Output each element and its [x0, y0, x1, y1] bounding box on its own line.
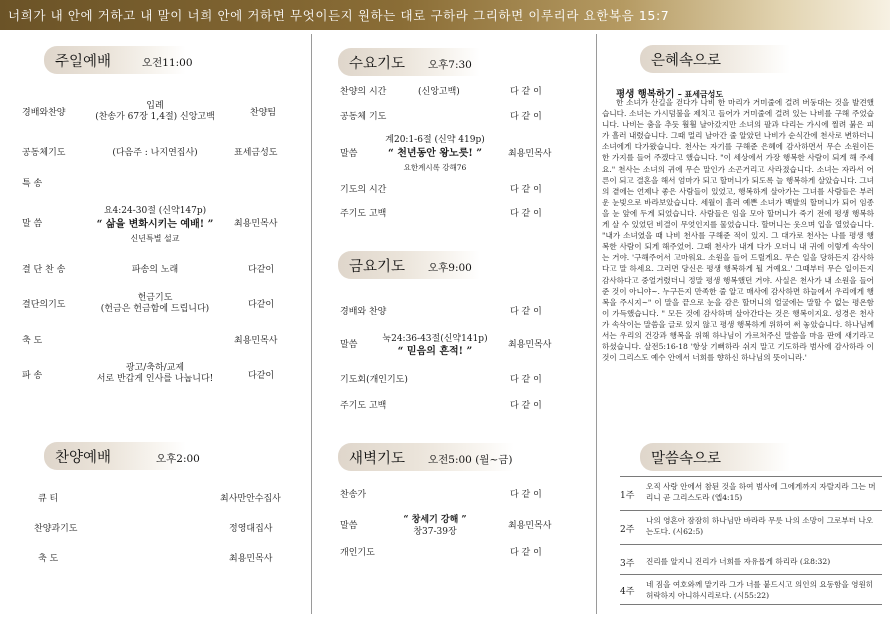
sermon-title: “ 믿음의 흔적! ”	[397, 346, 473, 357]
order-leader: 다 같 이	[510, 307, 542, 317]
order-label: 찬송가	[340, 490, 367, 500]
order-label: 축 도	[38, 554, 59, 564]
section-title: 은혜속으로	[651, 53, 722, 69]
order-label: 찬양과기도	[34, 524, 78, 534]
order-detail: 서로 반갑게 인사를 나눕니다!	[96, 374, 214, 384]
order-detail: 파송의 노래	[131, 265, 179, 275]
order-label: 파 송	[22, 371, 43, 381]
order-label: 경배와찬양	[22, 108, 66, 118]
order-leader: 다 같 이	[510, 375, 542, 385]
order-leader: 최용민목사	[508, 521, 552, 531]
order-label: 주기도 고백	[340, 209, 387, 219]
order-leader: 다 같 이	[510, 548, 542, 558]
section-time: 오전11:00	[142, 57, 193, 69]
order-detail: (찬송가 67장 1,4절) 신앙고백	[95, 112, 215, 122]
order-leader: 찬양팀	[250, 108, 277, 118]
order-detail: 광고/축하/교제	[125, 363, 185, 373]
order-label: 기도회(개인기도)	[340, 375, 408, 385]
order-detail: (신앙고백)	[418, 87, 460, 97]
section-time: 오전5:00 (월~금)	[428, 454, 513, 466]
order-leader: 최용민목사	[508, 149, 552, 159]
wednesday-prayer-header	[338, 48, 480, 76]
column-divider-right	[596, 34, 597, 614]
order-label: 말 씀	[22, 219, 43, 229]
verse-table-bottom-rule	[620, 604, 882, 605]
order-label: 주기도 고백	[340, 401, 387, 411]
verse-text: 네 짐을 여호와께 맡기라 그가 너를 붙드시고 의인의 요동함을 영원히 허락하지 아니하시리로다. (시55:22)	[646, 580, 874, 600]
order-leader: 다 같 이	[510, 490, 542, 500]
sermon-title: “ 창세기 강해 ”	[403, 515, 467, 525]
order-leader: 다 같 이	[510, 112, 542, 122]
order-detail: (헌금은 헌금함에 드립니다)	[100, 304, 210, 314]
section-time: 오후7:30	[428, 59, 472, 71]
order-label: 말씀	[340, 340, 358, 350]
order-label: 결 단 찬 송	[22, 265, 66, 275]
order-label: 공동체 기도	[340, 112, 387, 122]
order-leader: 최용민목사	[234, 336, 278, 346]
order-leader: 다 같 이	[510, 185, 542, 195]
weekly-verse	[620, 544, 882, 578]
order-leader: 최용민목사	[508, 340, 552, 350]
header-banner	[0, 0, 890, 30]
verse-text: 진리를 알지니 진리가 너희를 자유롭게 하리라 (요8:32)	[646, 557, 831, 566]
praise-service-header	[44, 442, 200, 470]
verse-week: 2주	[620, 525, 635, 535]
order-leader: 정영대집사	[229, 524, 273, 534]
banner-verse: 너희가 내 안에 거하고 내 말이 너희 안에 거하면 무엇이든지 원하는 대로 구하라 그리하면 이루리라 요한복음 15:7	[8, 8, 670, 23]
verse-text: 나의 영혼아 잠잠히 하나님만 바라라 무릇 나의 소망이 그로부터 나오는도다. (시62:5)	[646, 516, 874, 536]
order-leader: 다같이	[248, 265, 275, 275]
order-leader: 최사만안수집사	[220, 494, 281, 504]
order-label: 말씀	[340, 149, 358, 159]
order-leader: 다 같 이	[510, 401, 542, 411]
weekly-verse	[620, 476, 882, 510]
order-label: 경배와 찬양	[340, 307, 387, 317]
order-leader: 다같이	[248, 371, 275, 381]
section-title: 주일예배	[55, 54, 112, 70]
sermon-reference: 눅24:36-43절(신약141p)	[382, 334, 488, 344]
order-leader: 다같이	[248, 300, 275, 310]
order-leader: 최용민목사	[234, 219, 278, 229]
section-title: 말씀속으로	[651, 451, 722, 467]
sermon-reference: 창37-39장	[413, 527, 457, 537]
sermon-reference: 계20:1-6절 (신약 419p)	[385, 135, 485, 145]
verse-text: 오직 사랑 안에서 참된 것을 하여 범사에 그에게까지 자랄지라 그는 머리니 곧 그리스도라 (엡4:15)	[646, 482, 876, 502]
verse-week: 3주	[620, 559, 635, 569]
order-label: 찬양의 시간	[340, 87, 387, 97]
order-label: 개인기도	[340, 548, 375, 558]
section-time: 오후2:00	[156, 453, 200, 465]
essay-text: 한 소녀가 산길을 걷다가 나비 한 마리가 거미줄에 걸려 버둥대는 것을 발견했습니다. 소녀는 가시덤불을 제치고 들어가 거미줄에 걸려 있는 나비를 구해 주었습니다. 나비는 춤을 추듯 훨훨 날아갔지만 소녀의 팔과 다리는 가시에 찔려 붉은 피가 흘러 내렸습니다. 그때 멀리 날아간 줄 알았던 나비가 순식간에 천사로 변하더니 소녀에게 다가왔습니다. 천사는 자기를 구해준 은혜에 감사하면서 무슨 소원이든 한 가지를 들어 주겠다고 했습니다. "이 세상에서 가장 행복한 사람이 되게 해 주세요." 천사는 소녀의 귀에 무슨 말인가 소곤거리고 사라졌습니다. 소녀는 자라서 어른이 되고 결혼을 해서 엄마가 되고 할머니가 되도록 늘 행복하게 살았습니다. 그녀의 곁에는 언제나 좋은 사람들이 있었고, 행복하게 살아가는 그녀를 사람들은 부러운 눈빛으로 바라보았습니다. 세월이 흘러 예쁜 소녀가 백발의 할머니가 되어 임종을 눈 앞에 두게 되었습니다. 사람들은 임을 모아 할머니가 죽기 전에 평생 행복하게 살 수 있었던 비결이 무엇인지를 물었습니다. 할머니는 웃으며 입을 열었습니다. "내가 소녀였을 때 나비 천사를 구해준 적이 있지. 그 대가로 천사는 나를 평생 행복한 사람이 되게 해주었어. 그때 천사가 내게 다가 오더니 내 귀에 이렇게 속삭이는 거야. '구해주어서 고마워요. 소원을 들어 드릴게요. 무슨 일을 당하든지 감사하다고 말 하세요. 그러면 당신은 평생 행복하게 될 거예요.' 그때부터 무슨 일이든지 감사하다고 중얼거렸더니 정말 평생 행복했던 거야. 사실은 천사가 내 소원을 들어 준 것이 아니야~. 누구든지 만족한 줄 알고 매사에 감사하면 하늘에서 우리에게 행복을 주시지~" 이 말을 끝으로 눈을 감은 할머니의 얼굴에는 말할 수 없는 평온함이 가득했습니다. " 모든 것에 감사하며 살아간다는 것은 행복이지요. 성경은 천사가 속삭이는 말씀을 글로 있지 않고 평생 행복하게 위하여 써 놓았습니다. 하나님께서는 우리의 건강과 행복을 위해 하나님이 가르쳐주신 말씀을 마음 판에 새기라고 하셨습니다. 살전5:16-18 '항상 기뻐하라 쉬지 말고 기도하라 범사에 감사하라 이것이 그리스도 예수 안에서 너희를 향하신 하나님의 뜻이니라.'	[602, 98, 874, 363]
sermon-title: “ 천년동안 왕노릇! ”	[388, 148, 482, 159]
order-label: 공동체기도	[22, 148, 66, 158]
sermon-reference: 요4:24-30절 (신약147p)	[103, 206, 207, 216]
order-detail: (다음주 : 나지연집사)	[112, 148, 198, 158]
section-time: 오후9:00	[428, 262, 472, 274]
dawn-prayer-header	[338, 443, 514, 471]
order-leader: 최용민목사	[229, 554, 273, 564]
essay-author: – 표세금성도	[677, 89, 724, 99]
column-divider-left	[311, 34, 312, 614]
essay-title: 평생 행복하기	[616, 89, 678, 100]
order-label: 특 송	[22, 179, 43, 189]
grace-section-header	[640, 45, 790, 73]
friday-prayer-header	[338, 251, 480, 279]
order-label: 기도의 시간	[340, 185, 387, 195]
section-title: 수요기도	[349, 56, 406, 72]
order-leader: 다 같 이	[510, 87, 542, 97]
sermon-note: 신년특별 설교	[130, 234, 180, 243]
order-label: 큐 티	[38, 494, 59, 504]
order-label: 말씀	[340, 521, 358, 531]
order-leader: 표세금성도	[234, 148, 278, 158]
order-detail: 입례	[146, 101, 164, 111]
weekly-verse	[620, 574, 882, 604]
verse-week: 1주	[620, 491, 635, 501]
verses-section-header	[640, 443, 790, 471]
weekly-verse	[620, 510, 882, 544]
order-label: 결단의기도	[22, 300, 66, 310]
sermon-title: “ 삶을 변화시키는 예배! ”	[96, 219, 214, 230]
section-title: 새벽기도	[349, 451, 406, 467]
sermon-note: 요한계시록 강해76	[403, 163, 467, 172]
order-label: 축 도	[22, 336, 43, 346]
order-detail: 헌금기도	[137, 293, 173, 303]
section-title: 금요기도	[349, 259, 406, 275]
verse-week: 4주	[620, 587, 635, 597]
order-leader: 다 같 이	[510, 209, 542, 219]
sunday-service-header	[44, 46, 193, 74]
section-title: 찬양예배	[55, 450, 112, 466]
